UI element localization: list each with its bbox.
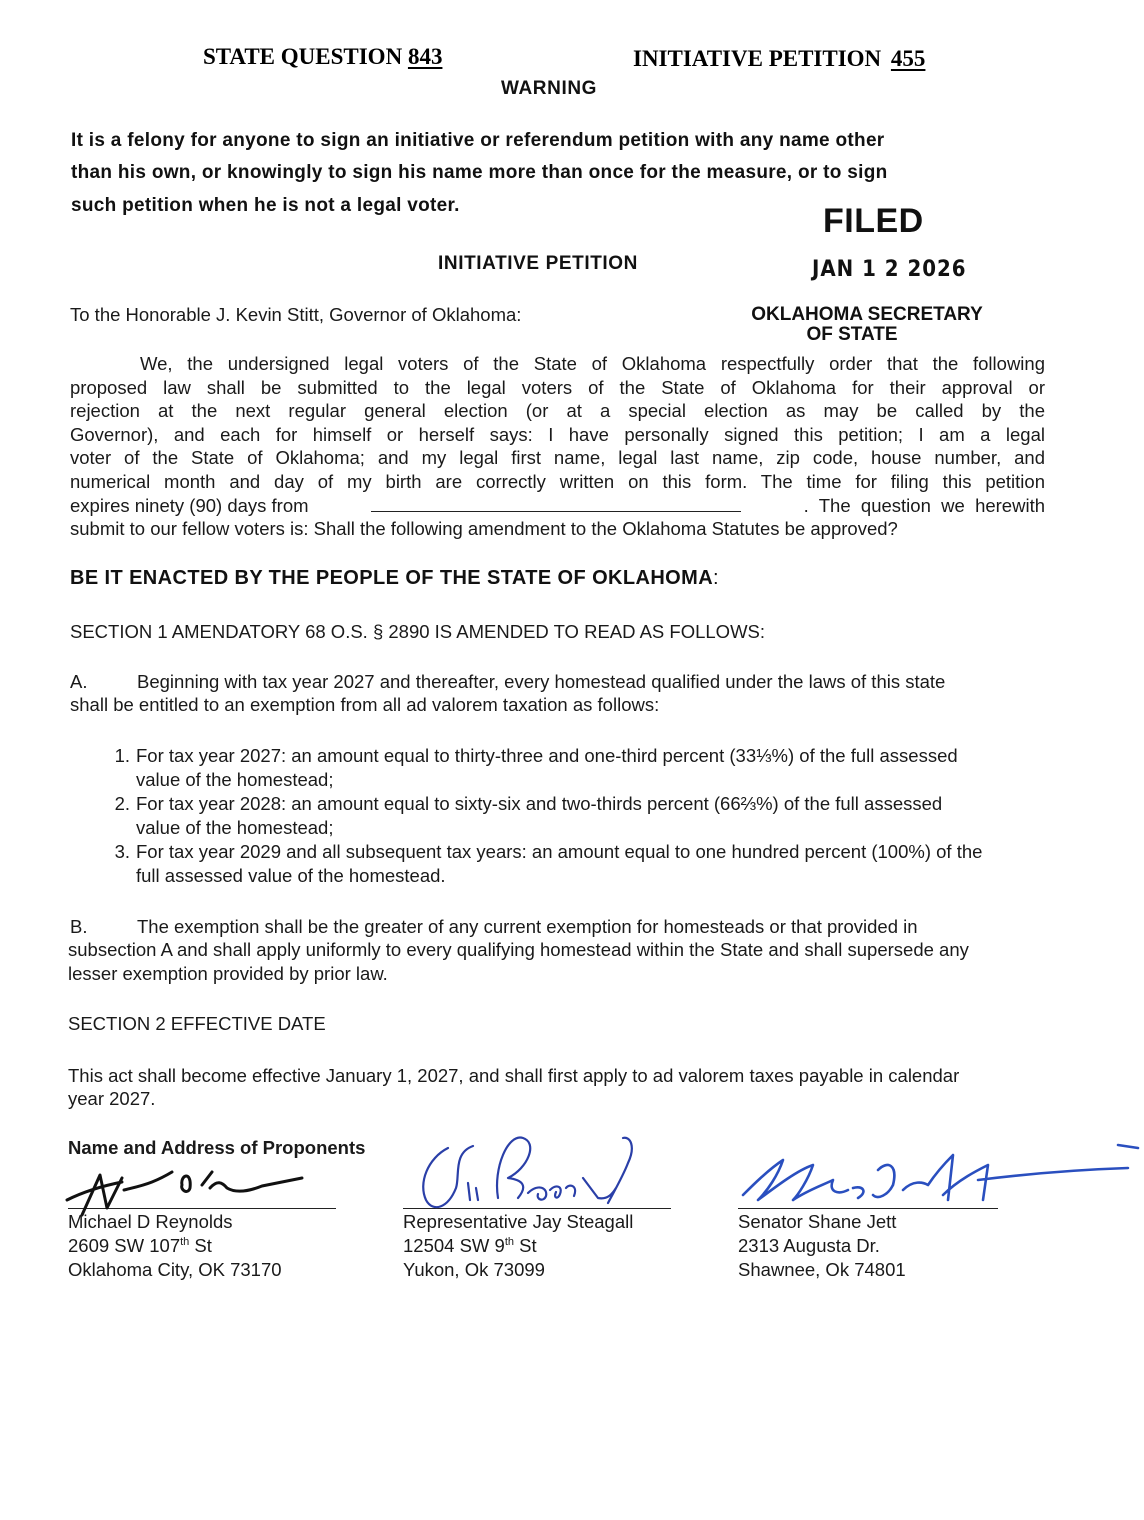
proponent-street: 2609 SW 107th St xyxy=(68,1235,212,1256)
preamble-line-7 xyxy=(70,494,1045,518)
preamble-line-5: voter of the State of Oklahoma; and my legal first name, legal last name, zip code, house number, and xyxy=(70,447,1045,469)
felony-notice-line-3: such petition when he is not a legal voter. xyxy=(71,195,460,216)
section-1-a-line-2: shall be entitled to an exemption from all ad valorem taxation as follows: xyxy=(70,694,660,715)
initiative-petition-label: INITIATIVE PETITION xyxy=(633,46,882,71)
state-question-number: 843 xyxy=(407,44,443,69)
initiative-petition-number: 455 xyxy=(890,46,926,71)
filed-stamp: FILED xyxy=(823,202,924,240)
list-item-number: 1. xyxy=(114,745,130,766)
preamble-line-4: Governor), and each for himself or herself says: I have personally signed this petition; I am a legal xyxy=(70,423,1045,445)
proponent-name: Representative Jay Steagall xyxy=(403,1211,634,1232)
section-1-heading: SECTION 1 AMENDATORY 68 O.S. § 2890 IS AMENDED TO READ AS FOLLOWS: xyxy=(70,621,766,642)
list-item-line-1: For tax year 2027: an amount equal to thirty-three and one-third percent (33⅓%) of the full assessed xyxy=(136,745,958,766)
filed-stamp-office-line-1: OKLAHOMA SECRETARY xyxy=(751,304,983,325)
petition-title: INITIATIVE PETITION xyxy=(438,253,638,274)
proponent-city: Shawnee, Ok 74801 xyxy=(738,1259,906,1280)
filing-date-blank[interactable] xyxy=(371,494,741,512)
list-item-line-2: value of the homestead; xyxy=(136,768,334,790)
list-item-line-1: For tax year 2028: an amount equal to sixty-six and two-thirds percent (66⅔%) of the full assessed xyxy=(136,793,943,814)
section-2-line-1: This act shall become effective January 1, 2027, and shall first apply to ad valorem taxes payable in calendar xyxy=(68,1065,960,1086)
section-2-line-2: year 2027. xyxy=(68,1088,156,1109)
preamble-line-8: submit to our fellow voters is: Shall the following amendment to the Oklahoma Statutes be approved? xyxy=(70,518,898,540)
proponent-jett xyxy=(738,1210,906,1282)
list-item-line-1: For tax year 2029 and all subsequent tax years: an amount equal to one hundred percent (100%) of the xyxy=(136,841,983,862)
proponent-name: Senator Shane Jett xyxy=(738,1211,897,1232)
preamble-line-7a: expires ninety (90) days from xyxy=(70,494,309,516)
proponent-street: 12504 SW 9th St xyxy=(403,1235,537,1256)
state-question-header xyxy=(203,44,442,70)
preamble-line-6: numerical month and day of my birth are correctly written on this form. The time for filing this petition xyxy=(70,470,1045,492)
preamble-line-1: We, the undersigned legal voters of the State of Oklahoma respectfully order that the following xyxy=(140,353,1045,374)
proponent-city: Yukon, Ok 73099 xyxy=(403,1259,545,1280)
enacting-clause-colon: : xyxy=(713,567,720,589)
addressee: To the Honorable J. Kevin Stitt, Governor of Oklahoma: xyxy=(70,304,522,325)
filed-stamp-office-line-2: OF STATE xyxy=(806,324,898,345)
section-1-b-line-3: lesser exemption provided by prior law. xyxy=(68,963,388,984)
proponent-street: 2313 Augusta Dr. xyxy=(738,1235,880,1256)
state-question-label: STATE QUESTION xyxy=(203,44,403,69)
preamble-line-7b: . The question we herewith xyxy=(803,494,1045,516)
proponent-reynolds xyxy=(68,1210,282,1282)
proponents-heading: Name and Address of Proponents xyxy=(68,1137,366,1158)
preamble-line-2: proposed law shall be submitted to the legal voters of the State of Oklahoma for their approval or xyxy=(70,376,1045,398)
proponent-city: Oklahoma City, OK 73170 xyxy=(68,1259,282,1280)
initiative-petition-header xyxy=(633,46,925,72)
section-1-a-label: A. xyxy=(70,671,88,692)
felony-notice-line-2: than his own, or knowingly to sign his name more than once for the measure, or to sign xyxy=(71,162,888,183)
filed-stamp-office xyxy=(738,305,996,345)
section-2-heading: SECTION 2 EFFECTIVE DATE xyxy=(68,1013,326,1034)
section-1-b-label: B. xyxy=(70,916,88,937)
enacting-clause xyxy=(70,567,719,590)
warning-heading: WARNING xyxy=(501,78,598,99)
signature-steagall xyxy=(398,1128,678,1223)
preamble-line-3: rejection at the next regular general election (or at a special election as may be called by the xyxy=(70,400,1045,422)
list-item-number: 3. xyxy=(114,841,130,862)
list-item-line-2: full assessed value of the homestead. xyxy=(136,864,446,886)
enacting-clause-text: BE IT ENACTED BY THE PEOPLE OF THE STATE OF OKLAHOMA xyxy=(70,567,714,589)
proponent-name: Michael D Reynolds xyxy=(68,1211,233,1232)
felony-notice-line-1: It is a felony for anyone to sign an initiative or referendum petition with any name other xyxy=(71,130,885,151)
preamble xyxy=(70,352,1045,541)
section-1-b-line-2: subsection A and shall apply uniformly to every qualifying homestead within the State and shall supersede any xyxy=(68,939,969,960)
list-item-line-2: value of the homestead; xyxy=(136,816,334,838)
proponent-steagall xyxy=(403,1210,633,1282)
section-1-b-line-1: The exemption shall be the greater of any current exemption for homesteads or that provided in xyxy=(137,916,918,937)
list-item-number: 2. xyxy=(114,793,130,814)
filed-stamp-date: JAN 1 2 2026 xyxy=(812,257,967,282)
section-1-a-line-1: Beginning with tax year 2027 and thereafter, every homestead qualified under the laws of this state xyxy=(137,671,946,692)
